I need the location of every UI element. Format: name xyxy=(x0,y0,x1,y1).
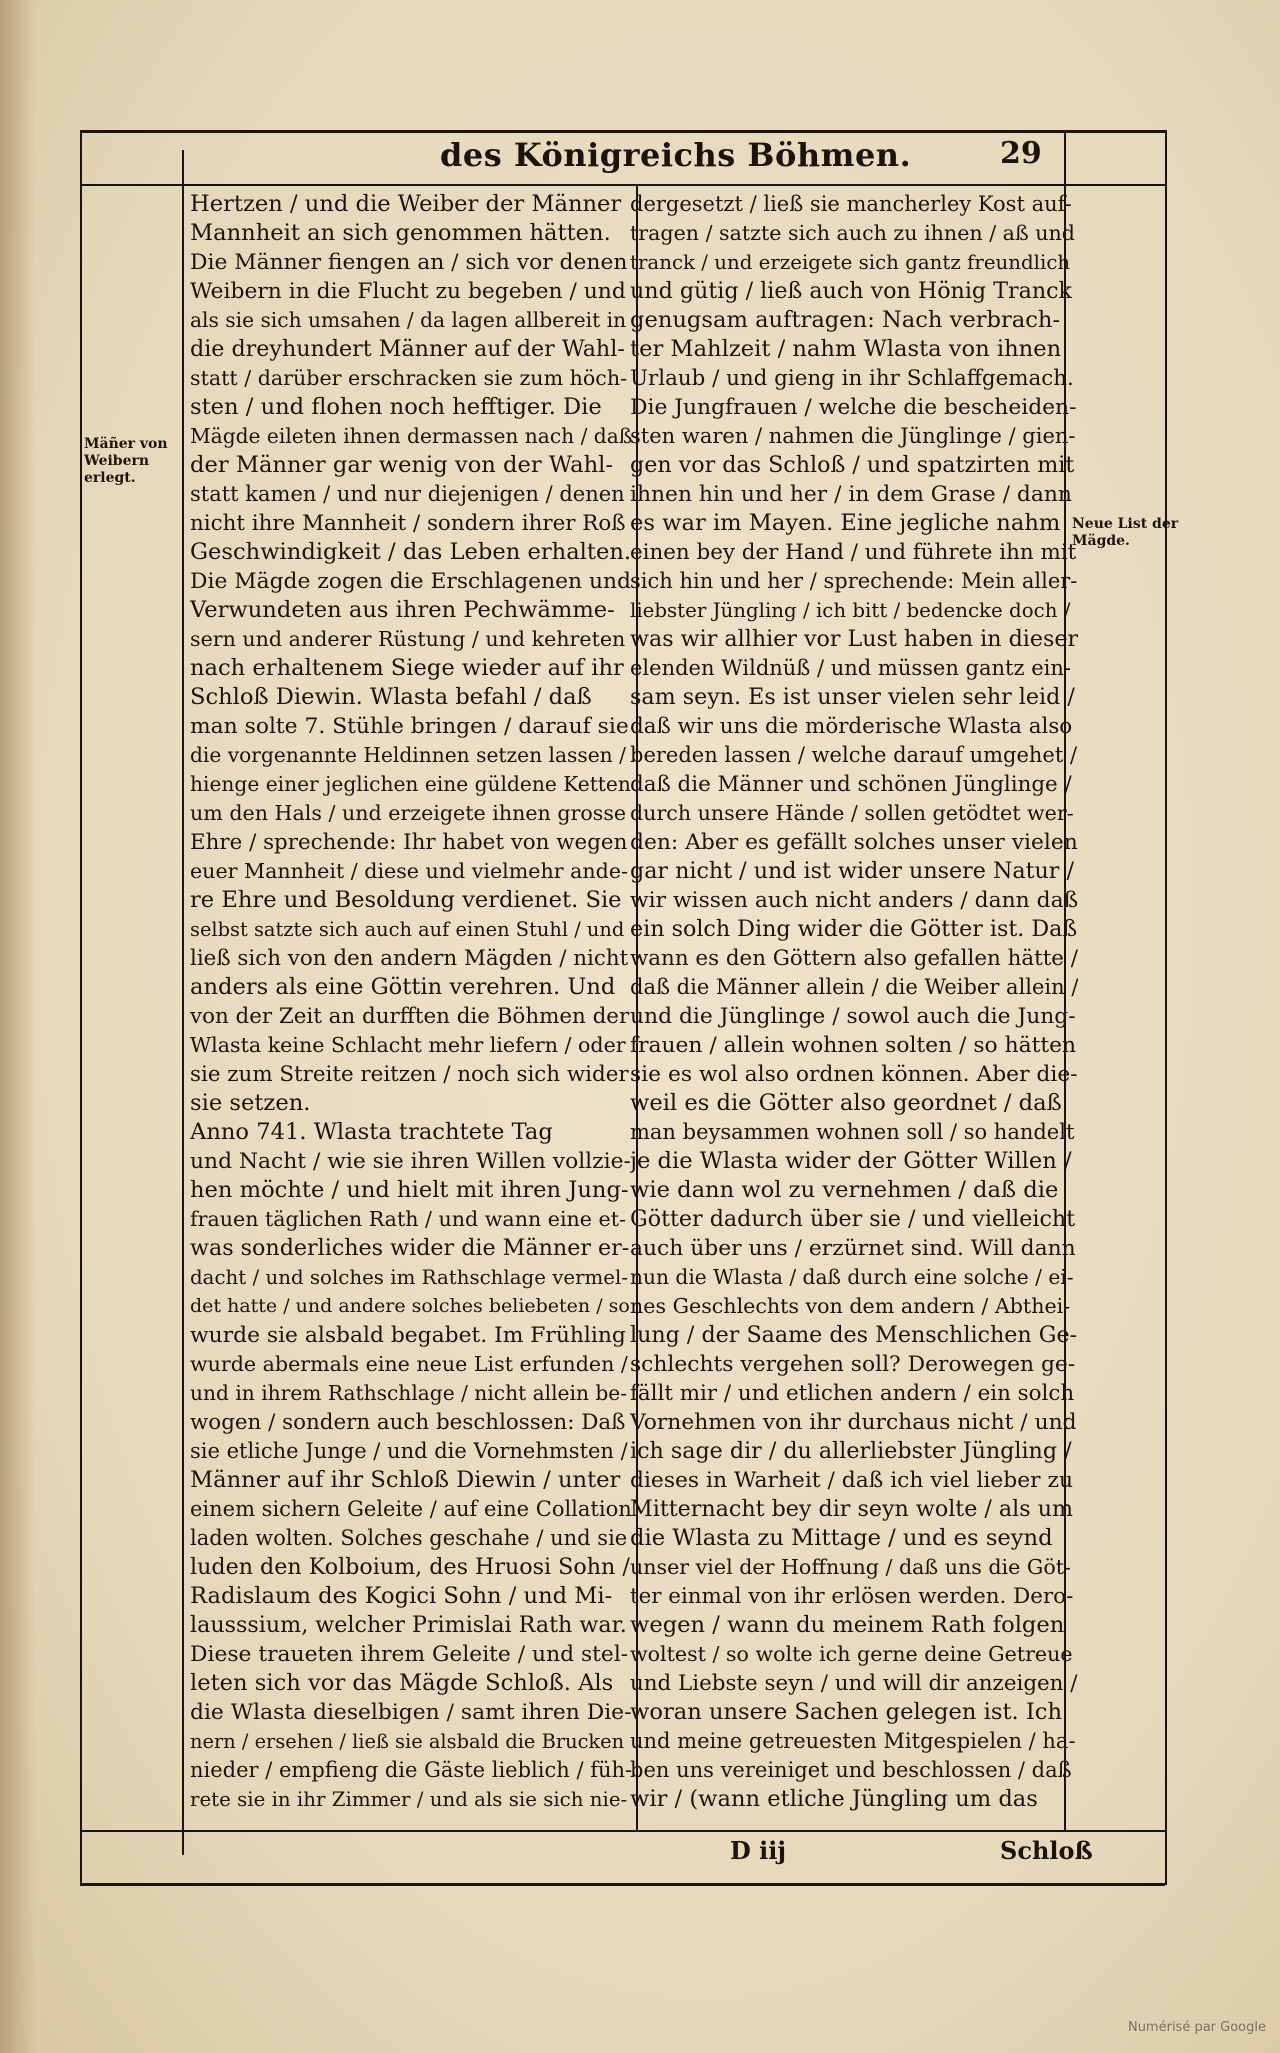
text-line: lausssium, welcher Primislai Rath war. xyxy=(190,1612,627,1638)
text-line: Vornehmen von ihr durchaus nicht / und xyxy=(630,1410,1077,1435)
text-line: wie dann wol zu vernehmen / daß die xyxy=(630,1177,1059,1203)
text-line: Mannheit an sich genommen hätten. xyxy=(190,220,611,246)
text-line: ter einmal von ihr erlösen werden. Dero- xyxy=(630,1584,1074,1609)
footer-rule xyxy=(80,1830,1165,1832)
text-line: durch unsere Hände / sollen getödtet wer- xyxy=(630,801,1074,825)
text-line: um den Hals / und erzeigete ihnen grosse xyxy=(190,801,627,825)
text-line: ich sage dir / du allerliebster Jüngling / xyxy=(630,1438,1072,1464)
text-line: als sie sich umsahen / da lagen allbereit in xyxy=(190,308,627,332)
text-line: der Männer gar wenig von der Wahl- xyxy=(190,452,613,478)
text-line: hen möchte / und hielt mit ihren Jung- xyxy=(190,1177,629,1203)
text-line: von der Zeit an durfften die Böhmen der xyxy=(190,1004,630,1029)
signature-mark: D iij xyxy=(730,1836,787,1865)
text-line: ben uns vereiniget und beschlossen / daß xyxy=(630,1758,1072,1782)
spine-shadow xyxy=(0,0,36,2053)
text-line: nun die Wlasta / daß durch eine solche / ei- xyxy=(630,1265,1074,1289)
text-line: statt kamen / und nur diejenigen / denen xyxy=(190,482,625,506)
text-line: wogen / sondern auch beschlossen: Daß xyxy=(190,1410,626,1435)
text-line: nern / ersehen / ließ sie alsbald die Brucken xyxy=(190,1730,625,1753)
text-line: ein solch Ding wider die Götter ist. Daß xyxy=(630,916,1078,942)
text-line: und die Jünglinge / sowol auch die Jung- xyxy=(630,1004,1076,1029)
text-line: ter Mahlzeit / nahm Wlasta von ihnen xyxy=(630,336,1062,362)
text-line: Verwundeten aus ihren Pechwämme- xyxy=(190,597,615,623)
page-number: 29 xyxy=(1000,136,1042,171)
frame-right-rule xyxy=(1165,130,1167,1885)
text-line: dergesetzt / ließ sie mancherley Kost auf- xyxy=(630,192,1072,216)
text-line: wurde sie alsbald begabet. Im Frühling xyxy=(190,1323,626,1348)
text-line: Mitternacht bey dir seyn wolte / als um xyxy=(630,1496,1074,1522)
frame-left-rule xyxy=(80,130,82,1885)
text-line: die Wlasta zu Mittage / und es seynd xyxy=(630,1525,1053,1551)
text-line: und in ihrem Rathschlage / nicht allein be- xyxy=(190,1381,628,1405)
text-line: es war im Mayen. Eine jegliche nahm xyxy=(630,510,1061,536)
running-head: des Königreichs Böhmen. xyxy=(440,136,912,174)
text-line: und Liebste seyn / und will dir anzeigen / xyxy=(630,1671,1078,1696)
text-line: und meine getreuesten Mitgespielen / ha- xyxy=(630,1729,1076,1753)
text-line: Die Männer fiengen an / sich vor denen xyxy=(190,250,628,275)
text-line: sten waren / nahmen die Jünglinge / gien- xyxy=(630,424,1076,448)
text-line: was sonderliches wider die Männer er- xyxy=(190,1235,630,1261)
text-line: die dreyhundert Männer auf der Wahl- xyxy=(190,336,625,362)
text-line: sam seyn. Es ist unser vielen sehr leid / xyxy=(630,684,1075,710)
text-line: dacht / und solches im Rathschlage vermel- xyxy=(190,1266,629,1289)
text-line: Männer auf ihr Schloß Diewin / unter xyxy=(190,1467,621,1493)
text-line: die Wlasta dieselbigen / samt ihren Die- xyxy=(190,1700,632,1725)
text-line: anders als eine Göttin verehren. Und xyxy=(190,974,616,1000)
text-line: daß wir uns die mörderische Wlasta also xyxy=(630,714,1073,739)
text-line: weil es die Götter also geordnet / daß xyxy=(630,1090,1062,1116)
text-line: Die Jungfrauen / welche die bescheiden- xyxy=(630,395,1077,420)
text-line: daß die Männer und schönen Jünglinge / xyxy=(630,772,1072,797)
text-line: tragen / satzte sich auch zu ihnen / aß und xyxy=(630,221,1075,245)
text-line: sie zum Streite reitzen / noch sich wider xyxy=(190,1062,629,1087)
text-line: Radislaum des Kogici Sohn / und Mi- xyxy=(190,1583,613,1609)
text-line: den: Aber es gefällt solches unser vielen xyxy=(630,830,1078,855)
text-line: wir / (wann etliche Jüngling um das xyxy=(630,1786,1038,1812)
text-line: hienge einer jeglichen eine güldene Ketten xyxy=(190,772,631,796)
text-line: Schloß Diewin. Wlasta befahl / daß xyxy=(190,684,592,710)
text-line: und Nacht / wie sie ihren Willen vollzie- xyxy=(190,1149,631,1174)
text-line: Götter dadurch über sie / und vielleicht xyxy=(630,1206,1076,1232)
text-line: sich hin und her / sprechende: Mein aller- xyxy=(630,569,1078,593)
text-line: liebster Jüngling / ich bitt / bedencke doch / xyxy=(630,599,1071,622)
text-line: ließ sich von den andern Mägden / nicht xyxy=(190,946,629,971)
text-line: Wlasta keine Schlacht mehr liefern / oder xyxy=(190,1033,626,1057)
text-line: nieder / empfieng die Gäste lieblich / füh- xyxy=(190,1758,632,1782)
text-line: frauen / allein wohnen solten / so hätten xyxy=(630,1033,1077,1058)
text-line: wegen / wann du meinem Rath folgen xyxy=(630,1612,1065,1638)
text-line: lung / der Saame des Menschlichen Ge- xyxy=(630,1322,1078,1348)
text-line: woran unsere Sachen gelegen ist. Ich xyxy=(630,1699,1063,1725)
text-line: gar nicht / und ist wider unsere Natur / xyxy=(630,858,1074,884)
text-line: frauen täglichen Rath / und wann eine et- xyxy=(190,1207,626,1231)
header-rule xyxy=(80,184,1165,186)
text-line: bereden lassen / welche darauf umgehet / xyxy=(630,743,1078,767)
text-line: Diese traueten ihrem Geleite / und stel- xyxy=(190,1642,629,1667)
text-line: auch über uns / erzürnet sind. Will dann xyxy=(630,1236,1076,1261)
page-footer xyxy=(180,1836,1093,1876)
text-column-left xyxy=(190,190,632,1814)
text-line: sern und anderer Rüstung / und kehreten xyxy=(190,627,626,651)
text-line: schlechts vergehen soll? Derowegen ge- xyxy=(630,1352,1076,1377)
text-line: ihnen hin und her / in dem Grase / dann xyxy=(630,482,1072,507)
text-line: selbst satzte sich auch auf einen Stuhl / und xyxy=(190,918,625,941)
margin-note-left: Mäñer von Weibern erlegt. xyxy=(84,436,168,486)
text-line: Die Mägde zogen die Erschlagenen und xyxy=(190,569,632,594)
text-line: unser viel der Hoffnung / daß uns die Göt- xyxy=(630,1555,1071,1579)
page-header xyxy=(180,132,1060,180)
text-column-right xyxy=(630,190,1078,1814)
margin-divider-left xyxy=(182,150,184,1855)
margin-note-right: Neue List der Mägde. xyxy=(1072,516,1179,549)
text-line: dieses in Warheit / daß ich viel lieber zu xyxy=(630,1468,1073,1493)
text-line: einem sichern Geleite / auf eine Collation xyxy=(190,1497,632,1521)
text-line: sie es wol also ordnen können. Aber die- xyxy=(630,1062,1078,1087)
text-line: nes Geschlechts von dem andern / Abthei- xyxy=(630,1294,1071,1318)
text-line: luden den Kolboium, des Hruosi Sohn / xyxy=(190,1554,630,1580)
text-line: je die Wlasta wider der Götter Willen / xyxy=(630,1148,1072,1174)
text-line: nicht ihre Mannheit / sondern ihrer Roß xyxy=(190,511,626,536)
text-line: genugsam auftragen: Nach verbrach- xyxy=(630,307,1061,333)
text-line: Ehre / sprechende: Ihr habet von wegen xyxy=(190,830,628,855)
text-line: sten / und flohen noch hefftiger. Die xyxy=(190,394,602,420)
text-line: was wir allhier vor Lust haben in dieser xyxy=(630,626,1078,652)
text-line: laden wolten. Solches geschahe / und sie xyxy=(190,1526,628,1550)
text-line: elenden Wildnüß / und müssen gantz ein- xyxy=(630,656,1071,680)
text-line: Geschwindigkeit / das Leben erhalten. xyxy=(190,539,632,565)
text-line: gen vor das Schloß / und spatzirten mit xyxy=(630,452,1075,478)
text-line: Mägde eileten ihnen dermassen nach / daß xyxy=(190,424,632,448)
text-line: re Ehre und Besoldung verdienet. Sie xyxy=(190,887,622,913)
text-line: sie etliche Junge / und die Vornehmsten / xyxy=(190,1439,628,1463)
text-line: sie setzen. xyxy=(190,1090,311,1116)
text-line: daß die Männer allein / die Weiber allein / xyxy=(630,975,1078,999)
text-line: Anno 741. Wlasta trachtete Tag xyxy=(190,1119,553,1145)
text-line: und gütig / ließ auch von Hönig Tranck xyxy=(630,278,1072,304)
text-line: die vorgenannte Heldinnen setzen lassen / xyxy=(190,743,626,767)
frame-bottom-rule xyxy=(80,1883,1165,1886)
text-line: Urlaub / und gieng in ihr Schlaffgemach. xyxy=(630,366,1074,391)
text-line: statt / darüber erschracken sie zum höch- xyxy=(190,366,628,390)
text-line: Hertzen / und die Weiber der Männer xyxy=(190,191,622,217)
text-line: tranck / und erzeigete sich gantz freundlich xyxy=(630,251,1071,274)
text-line: euer Mannheit / diese und vielmehr ande- xyxy=(190,859,629,883)
catchword: Schloß xyxy=(1000,1836,1093,1865)
text-line: leten sich vor das Mägde Schloß. Als xyxy=(190,1670,614,1696)
text-line: wir wissen auch nicht anders / dann daß xyxy=(630,888,1078,913)
text-line: wurde abermals eine neue List erfunden / xyxy=(190,1352,628,1376)
digitization-watermark: Numérisé par Google xyxy=(1127,2020,1266,2035)
text-line: man solte 7. Stühle bringen / darauf sie xyxy=(190,714,629,739)
text-line: woltest / so wolte ich gerne deine Getreue xyxy=(630,1642,1073,1666)
text-line: nach erhaltenem Siege wieder auf ihr xyxy=(190,655,624,681)
text-line: det hatte / und andere solches beliebeten / so xyxy=(190,1295,630,1317)
text-line: fällt mir / und etlichen andern / ein solch xyxy=(630,1381,1075,1406)
text-line: man beysammen wohnen soll / so handelt xyxy=(630,1120,1075,1144)
text-line: einen bey der Hand / und führete ihn mit xyxy=(630,540,1077,565)
text-line: Weibern in die Flucht zu begeben / und xyxy=(190,279,626,304)
text-line: wann es den Göttern also gefallen hätte / xyxy=(630,946,1078,971)
text-line: rete sie in ihr Zimmer / und als sie sich nie- xyxy=(190,1788,628,1811)
